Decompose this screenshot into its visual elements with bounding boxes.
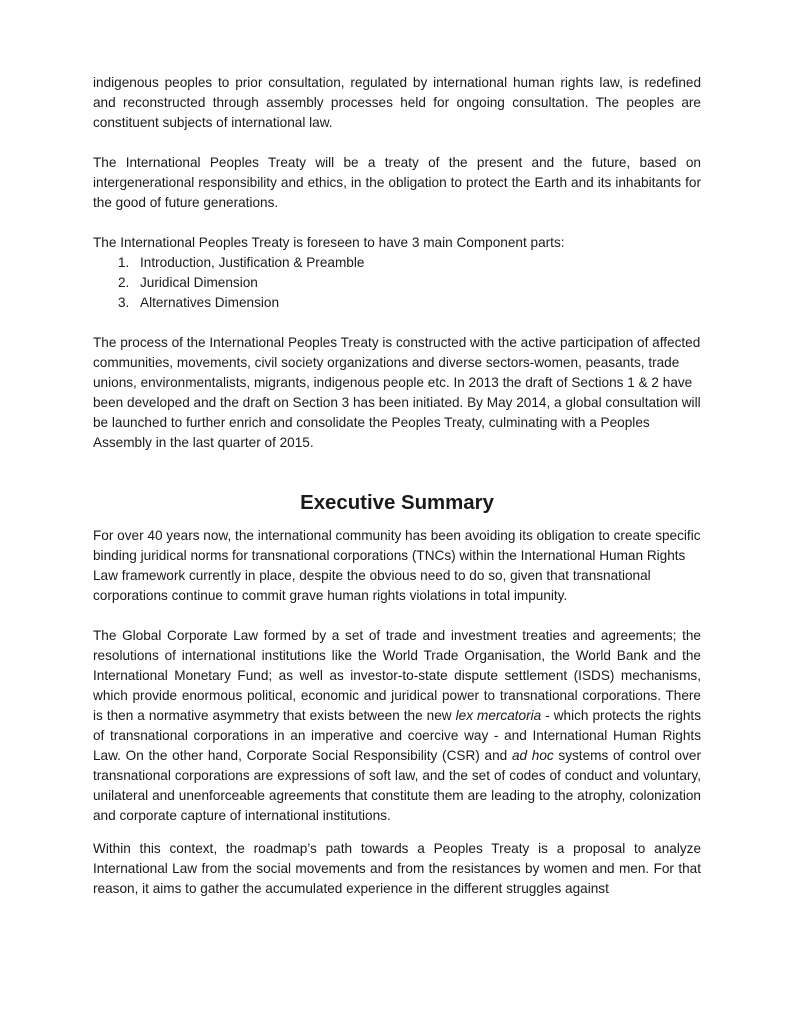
process-paragraph: The process of the International Peoples Treaty is constructed with the active participation of affected communities, movements, civil society organizations and diverse sectors-women, peasants, trade unions, environmentalists, migrants, indigenous people etc. In 2013 the draft of Sections 1 & 2 have been developed and the draft on Section 3 has been initiated. By May 2014, a global consultation will be launched to further enrich and consolidate the Peoples Treaty, culminating with a Peoples Assembly in the last quarter of 2015.: [93, 335, 701, 450]
list-item-number: 1.: [118, 255, 130, 270]
intro-paragraph-1: indigenous peoples to prior consultation, regulated by international human rights law, is redefined and reconstructed through assembly processes held for ongoing consultation. The peoples are constituent subjects of international law.: [93, 75, 701, 130]
list-item-number: 3.: [118, 295, 130, 310]
list-item: [93, 273, 701, 293]
components-list: [93, 253, 701, 313]
intro-paragraph-2: The International Peoples Treaty will be a treaty of the present and the future, based on intergenerational responsibility and ethics, in the obligation to protect the Earth and its inhabitants for the good of future generations.: [93, 155, 701, 210]
summary-paragraph-1: For over 40 years now, the international community has been avoiding its obligation to create specific binding juridical norms for transnational corporations (TNCs) within the International Human Rights Law framework currently in place, despite the obvious need to do so, given that transnational corporations continue to commit grave human rights violations in total impunity.: [93, 528, 701, 603]
list-item: [93, 293, 701, 313]
summary-paragraph-3: Within this context, the roadmap’s path towards a Peoples Treaty is a proposal to analyze International Law from the social movements and from the resistances by women and men. For that reason, it aims to gather the accumulated experience in the different struggles against: [93, 841, 701, 896]
summary-text: The Global Corporate Law formed by a set of trade and investment treaties and agreements; the resolutions of international institutions like the World Trade Organisation, the World Bank and the International Monetary Fund; as well as investor-to-state dispute settlement (ISDS) mechanisms, which provide enormous political, economic and juridical power to transnational corporations. There is then a normative asymmetry that exists between the new: [93, 628, 701, 723]
summary-text: - which protects the rights of transnational corporations in an imperative and coercive way - and International Human Rights Law. On the other hand, Corporate Social Responsibility (CSR) and: [93, 708, 701, 763]
list-item-label: Introduction, Justification & Preamble: [140, 255, 365, 270]
section-heading: Executive Summary: [300, 492, 494, 514]
list-item-label: Juridical Dimension: [140, 275, 258, 290]
document-page: [93, 73, 701, 899]
summary-italic-term: ad hoc: [511, 748, 554, 763]
summary-italic-term: lex mercatoria: [455, 708, 542, 723]
list-item-label: Alternatives Dimension: [140, 295, 280, 310]
summary-text: systems of control over transnational corporations are expressions of soft law, and the set of codes of conduct and voluntary, unilateral and unenforceable agreements that constitute them are leading to the atrophy, colonization and corporate capture of international institutions.: [93, 748, 701, 823]
components-intro: The International Peoples Treaty is foreseen to have 3 main Component parts:: [93, 235, 565, 250]
summary-paragraph-2: [93, 626, 701, 826]
list-item-number: 2.: [118, 275, 130, 290]
list-item: [93, 253, 701, 273]
